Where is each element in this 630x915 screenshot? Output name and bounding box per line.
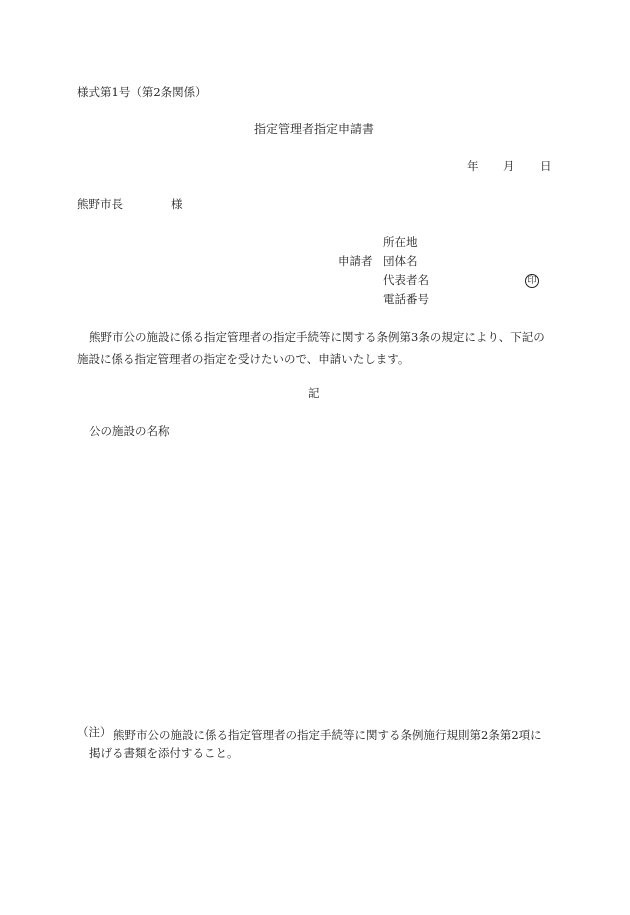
addressee-name: 熊野市長 [77,197,123,211]
date-month: 月 [503,159,515,173]
form-number: 様式第1号（第2条関係） [77,85,207,99]
addressee-honorific: 様 [171,197,183,211]
applicant-label: 申請者 [338,254,373,268]
note-line-1: 熊野市公の施設に係る指定管理者の指定手続等に関する条例施行規則第2条第2項に [113,728,542,742]
seal-mark: 印 [525,274,539,288]
note-text [113,724,553,746]
field-address: 所在地 [383,235,418,249]
date-year: 年 [467,159,479,173]
date-day: 日 [540,159,552,173]
field-phone: 電話番号 [383,292,429,306]
field-organization: 団体名 [383,254,418,268]
note-line-2: 掲げる書類を添付すること。 [89,746,239,760]
field-representative: 代表者名 [383,273,429,287]
note-label: （注） [77,725,112,739]
facility-name-label: 公の施設の名称 [89,424,170,438]
body-paragraph: 熊野市公の施設に係る指定管理者の指定手続等に関する条例第3条の規定により、下記の施設に係る指定管理者の指定を受けたいので、申請いたします。 [77,330,545,366]
document-title: 指定管理者指定申請書 [254,122,375,136]
ki-heading: 記 [308,386,320,400]
